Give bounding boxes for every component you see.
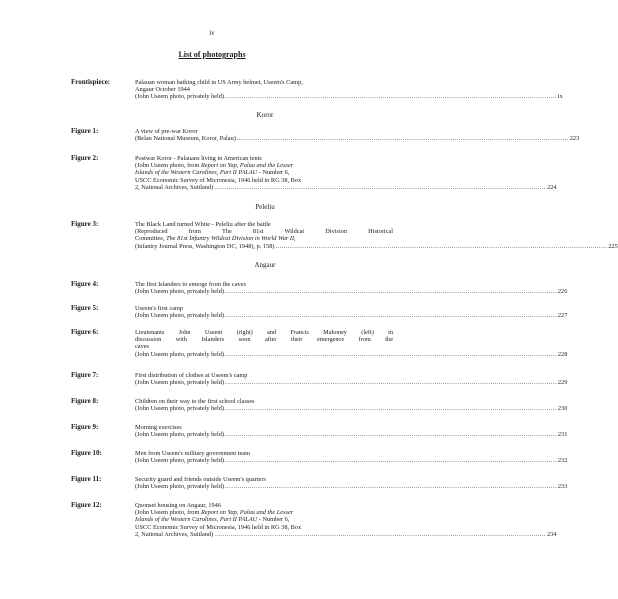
page-ref: ix [557, 93, 563, 101]
caption-credit-line [135, 312, 568, 320]
caption-line: caves [135, 343, 149, 351]
caption-line: Lieutenants John Useem (right) and Francis Mahoney (left) in [135, 329, 393, 336]
credit-text: (John Useem photo, privately held) [135, 431, 225, 439]
entry-caption [135, 155, 557, 191]
caption-line: discussion with Islanders soon after their emergence from the [135, 336, 393, 344]
credit-text: 2, National Archives, Suitland) [135, 530, 214, 538]
page-ref: 224 [547, 183, 557, 191]
caption-text: - Number 6, [257, 169, 290, 177]
entry-caption [135, 372, 568, 387]
entry-caption [135, 502, 557, 538]
entry-caption [135, 450, 568, 465]
entry-caption [135, 79, 563, 101]
caption-line: Security guard and friends outside Useem's quarters [135, 476, 266, 483]
caption-italic: Islands of the Western Carolines, Part II PALAU [135, 169, 258, 177]
entry-label: Figure 2: [71, 154, 99, 162]
caption-credit-line [135, 457, 568, 465]
caption-line: Postwar Koror - Palauans living in American tents [135, 155, 262, 162]
leader-dots [225, 312, 557, 319]
entry-caption [135, 221, 618, 250]
caption-credit-line [135, 288, 568, 296]
credit-text: (John Useem photo, privately held) [135, 350, 225, 358]
entry-label: Figure 10: [71, 449, 102, 457]
leader-dots [214, 531, 546, 538]
entry-label: Figure 9: [71, 423, 99, 431]
entry-caption [135, 281, 568, 296]
caption-italic: The 81st Infantry Wildcat Division in World War II, [166, 235, 296, 243]
credit-text: (John Useem photo, privately held) [135, 457, 225, 465]
section-heading-koror: Koror [256, 111, 274, 119]
credit-text: (Belau National Museum, Koror, Palau) [135, 135, 236, 143]
caption-text: (John Useem photo, from [135, 162, 201, 170]
leader-dots [225, 351, 557, 358]
caption-credit-line [135, 135, 580, 143]
leader-dots [225, 379, 557, 386]
caption-credit-line [135, 405, 568, 413]
caption-credit-line [135, 431, 568, 439]
caption-line: Children on their way to the first school classes [135, 398, 255, 405]
page-ref: 226 [557, 288, 568, 296]
caption-text: - Number 6, [257, 516, 290, 524]
page-ref: 225 [608, 242, 618, 250]
entry-label: Figure 4: [71, 280, 99, 288]
leader-dots [275, 243, 607, 250]
page-ref: 227 [557, 312, 568, 320]
caption-line: Palauan woman bathing child in US Army helmet, Useem's Camp, [135, 79, 303, 86]
entry-label: Figure 3: [71, 220, 99, 228]
page-ref: 228 [557, 350, 568, 358]
page-ref: 230 [557, 405, 568, 413]
page-ref: 231 [557, 431, 568, 439]
leader-dots [225, 288, 557, 295]
caption-credit-line [135, 183, 557, 191]
section-heading-angaur: Angaur [254, 261, 276, 269]
entry-label: Frontispiece: [71, 78, 111, 86]
entry-caption [135, 424, 568, 439]
caption-line [135, 162, 393, 169]
entry-caption [135, 128, 580, 143]
credit-text: (Infantry Journal Press, Washington DC, 1948), p. 158) [135, 242, 275, 250]
caption-line: Quonset housing on Angaur, 1946 [135, 502, 221, 509]
entry-label: Figure 1: [71, 127, 99, 135]
leader-dots [225, 457, 557, 464]
caption-line [135, 509, 393, 516]
caption-line: Morning exercises [135, 424, 182, 431]
credit-text: (John Useem photo, privately held) [135, 312, 225, 320]
caption-line [135, 169, 393, 176]
caption-credit-line [135, 483, 568, 491]
caption-credit-line [135, 350, 568, 358]
credit-text: (John Useem photo, privately held) [135, 483, 225, 491]
page-title-text: List of photographs [178, 50, 246, 59]
caption-line: First distribution of clothes at Useem's camp [135, 372, 248, 379]
caption-line: Useem's first camp [135, 305, 183, 312]
page-title [0, 51, 424, 58]
entry-caption [135, 329, 568, 358]
entry-caption [135, 398, 568, 413]
credit-text: (John Useem photo, privately held) [135, 405, 225, 413]
credit-text: 2, National Archives, Suitland) [135, 183, 214, 191]
caption-credit-line [135, 93, 563, 101]
entry-label: Figure 8: [71, 397, 99, 405]
caption-line [135, 516, 393, 523]
caption-line: USCC Economic Survey of Micronesia, 1946 held in RG 38, Box [135, 523, 302, 531]
caption-line: Angaur October 1944 [135, 86, 190, 94]
caption-line: USCC Economic Survey of Micronesia, 1946 held in RG 38, Box [135, 176, 302, 184]
leader-dots [225, 431, 557, 438]
caption-credit-line [135, 379, 568, 387]
caption-italic: Report on Yap, Palau and the Lesser [200, 509, 294, 517]
entry-label: Figure 11: [71, 475, 102, 483]
page-number: iv [209, 29, 215, 37]
entry-label: Figure 7: [71, 371, 99, 379]
entry-label: Figure 6: [71, 328, 99, 336]
entry-caption [135, 476, 568, 491]
entry-label: Figure 12: [71, 501, 102, 509]
caption-line: (Reproduced from The 81st Wildcat Division Historical [135, 228, 393, 236]
caption-line: The first Islanders to emerge from the caves [135, 281, 246, 288]
page-ref: 232 [557, 457, 568, 465]
credit-text: (John Useem photo, privately held) [135, 288, 225, 296]
page-ref: 234 [547, 530, 557, 538]
leader-dots [225, 483, 557, 490]
leader-dots [225, 405, 557, 412]
page-ref: 229 [557, 379, 568, 387]
entry-label: Figure 5: [71, 304, 99, 312]
caption-line: A view of pre-war Koror [135, 128, 198, 135]
caption-line [135, 235, 393, 242]
caption-text: Committee, [135, 235, 167, 243]
caption-text: (John Useem photo, from [135, 509, 201, 517]
leader-dots [237, 135, 569, 142]
page-ref: 223 [569, 135, 580, 143]
page-ref: 233 [557, 483, 568, 491]
entry-caption [135, 305, 568, 320]
caption-line: Men from Useem's military government team [135, 450, 250, 457]
caption-line: The Black Land turned White - Peleliu after the battle [135, 221, 271, 228]
caption-credit-line [135, 242, 618, 250]
caption-credit-line [135, 530, 557, 538]
caption-italic: Report on Yap, Palau and the Lesser [200, 162, 294, 170]
credit-text: (John Useem photo, privately held) [135, 379, 225, 387]
leader-dots [214, 184, 546, 191]
credit-text: (John Useem photo, privately held) [135, 93, 225, 101]
leader-dots [225, 93, 557, 100]
section-heading-peleliu: Peleliu [255, 203, 275, 211]
caption-italic: Islands of the Western Carolines, Part II PALAU [135, 516, 258, 524]
